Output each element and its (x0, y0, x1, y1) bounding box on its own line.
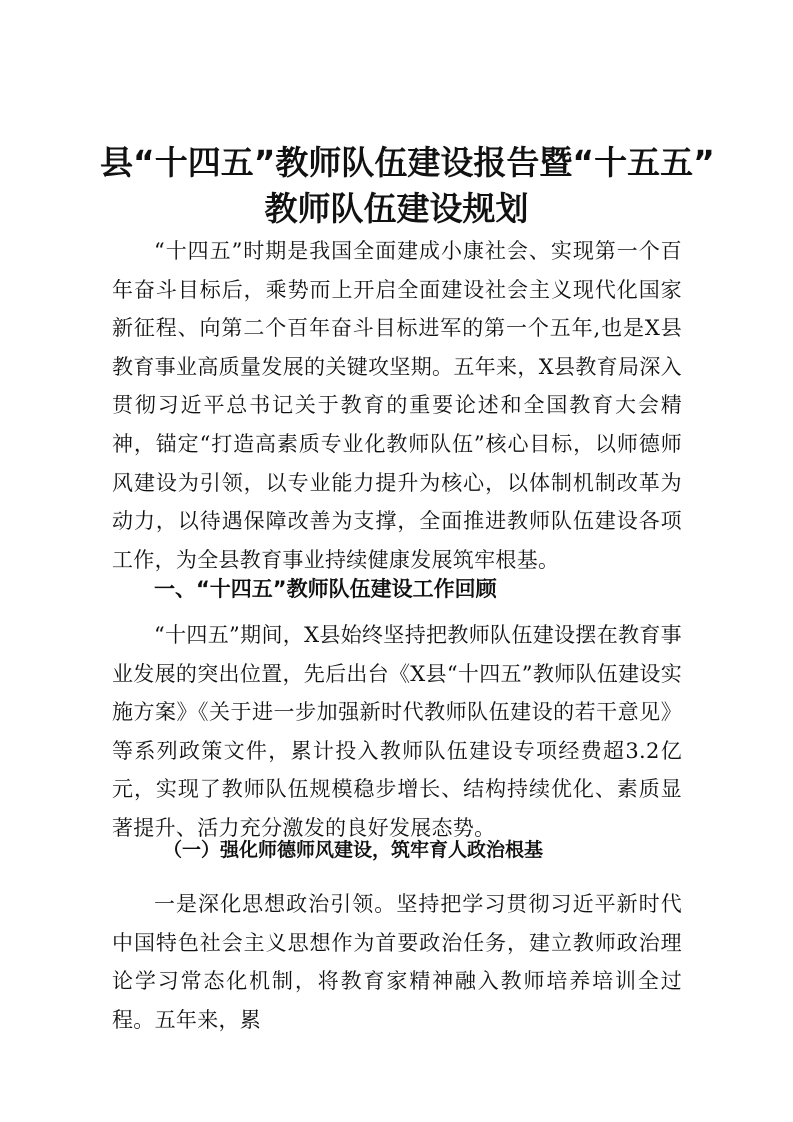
document-title-line-2: 教师队伍建设规划 (264, 189, 529, 228)
ideology-paragraph: 一是深化思想政治引领。坚持把学习贯彻习近平新时代中国特色社会主义思想作为首要政治任务，建立教师政治理论学习常态化机制，将教育家精神融入教师培养培训全过程。五年来，累 (112, 892, 682, 1032)
intro-paragraph: “十四五”时期是我国全面建成小康社会、实现第一个百年奋斗目标后，乘势而上开启全面建设社会主义现代化国家新征程、向第二个百年奋斗目标进军的第一个五年,也是X县教育事业高质量发展的关键攻坚期。五年来，X县教育局深入贯彻习近平总书记关于教育的重要论述和全国教育大会精神，锚定“打造高素质专业化教师队伍”核心目标，以师德师风建设为引领，以专业能力提升为核心，以体制机制改革为动力，以待遇保障改善为支撑，全面推进教师队伍建设各项工作，为全县教育事业持续健康发展筑牢根基。 (112, 239, 682, 572)
document-title-line-1: 县“十四五”教师队伍建设报告暨“十五五” (100, 143, 715, 182)
review-paragraph: “十四五”期间，X县始终坚持把教师队伍建设摆在教育事业发展的突出位置，先后出台《X县“十四五”教师队伍建设实施方案》《关于进一步加强新时代教师队伍建设的若干意见》等系列政策文件，累计投入教师队伍建设专项经费超3.2亿元，实现了教师队伍规模稳步增长、结构持续优化、素质显著提升、活力充分激发的良好发展态势。 (112, 623, 682, 840)
section-heading-review: 一、“十四五”教师队伍建设工作回顾 (154, 577, 497, 601)
subsection-heading-ethics: （一）强化师德师风建设，筑牢育人政治根基 (163, 839, 544, 861)
